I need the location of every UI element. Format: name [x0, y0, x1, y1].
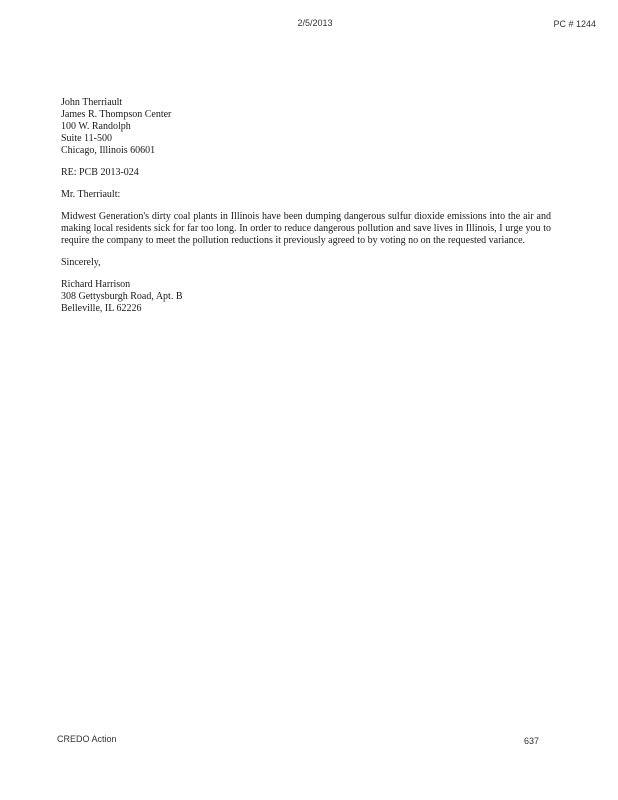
- page-number: 637: [524, 736, 540, 746]
- recipient-street: 100 W. Randolph: [61, 121, 131, 132]
- closing: Sincerely,: [61, 257, 101, 268]
- recipient-name: John Therriault: [61, 97, 123, 108]
- sender-street: 308 Gettysburgh Road, Apt. B: [61, 291, 183, 302]
- re-line: RE: PCB 2013-024: [61, 167, 139, 178]
- pc-number: PC # 1244: [553, 19, 596, 29]
- sender-block: [61, 279, 551, 315]
- footer-source: CREDO Action: [57, 734, 117, 744]
- sender-city: Belleville, IL 62226: [61, 303, 142, 314]
- sender-name: Richard Harrison: [61, 279, 131, 290]
- recipient-address: [61, 97, 551, 157]
- body-paragraph: Midwest Generation's dirty coal plants in Illinois have been dumping dangerous sulfur dioxide emissions into the air and making local residents sick for far too long. In order to reduce dangerous pollution and save lives in Illinois, I urge you to require the company to meet the pollution reductions it previously agreed to by voting no on the requested variance.: [61, 211, 551, 246]
- salutation: Mr. Therriault:: [61, 189, 121, 200]
- header-date: 2/5/2013: [297, 18, 333, 28]
- letter-body: [61, 97, 551, 315]
- recipient-city: Chicago, Illinois 60601: [61, 145, 156, 156]
- recipient-org: James R. Thompson Center: [61, 109, 172, 120]
- recipient-suite: Suite 11-500: [61, 133, 113, 144]
